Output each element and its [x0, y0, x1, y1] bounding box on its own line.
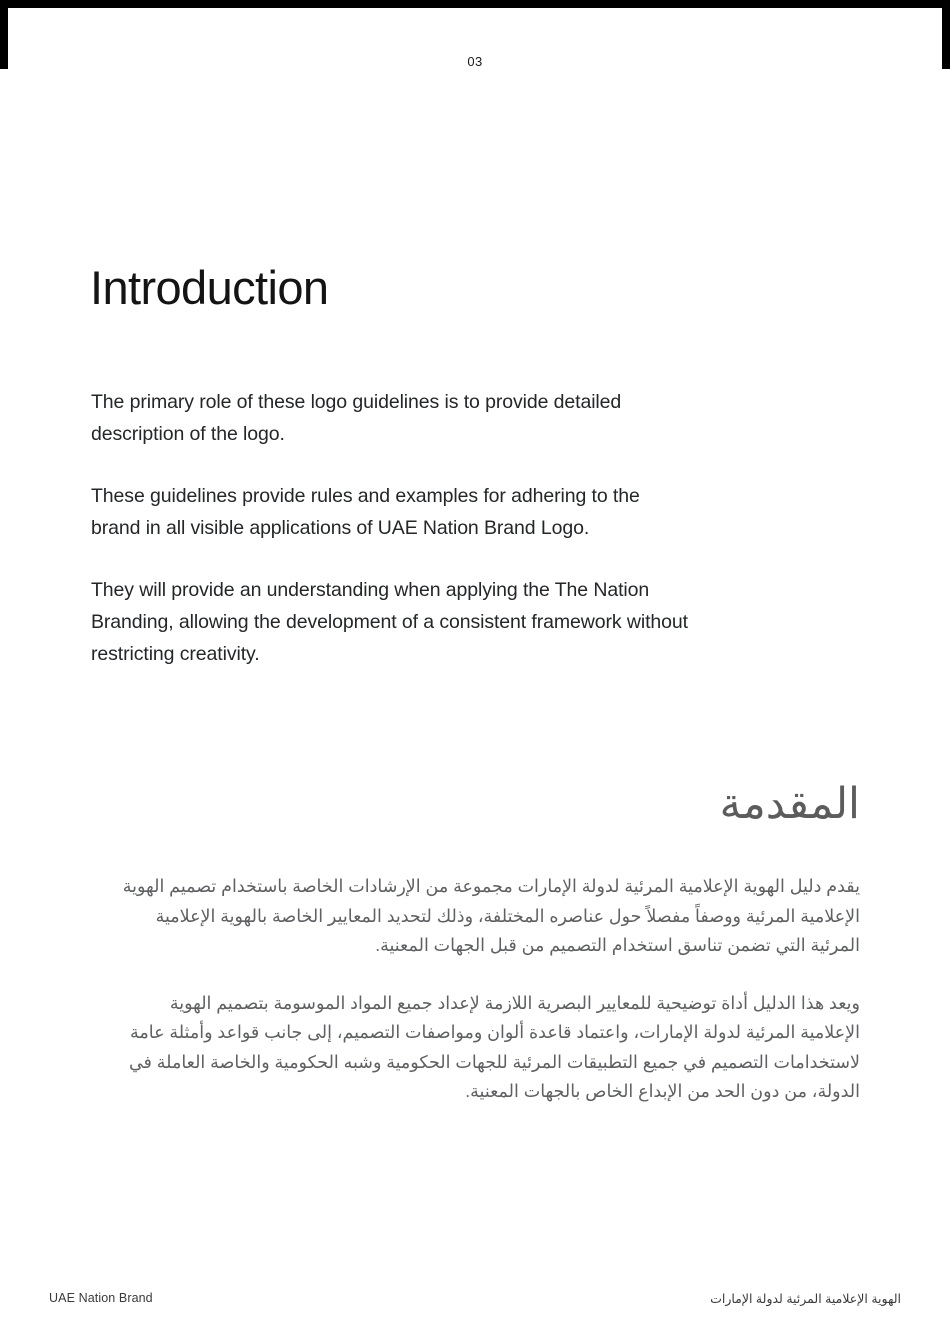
arabic-paragraph-1: يقدم دليل الهوية الإعلامية المرئية لدولة الإمارات مجموعة من الإرشادات الخاصة باستخدام تصميم الهوية الإعلامية المرئية ووصفاً مفصلاً حول عناصره المختلفة، وذلك لتحديد المعايير الخاصة بالهوية الإعلامية المرئية التي تضمن تناسق استخدام التصميم من قبل الجهات المعنية.: [122, 876, 860, 955]
english-paragraph-1: The primary role of these logo guidelines is to provide detailed description of the logo.: [91, 391, 622, 445]
arabic-paragraph-2: ويعد هذا الدليل أداة توضيحية للمعايير البصرية اللازمة لإعداد جميع المواد الموسومة بتصميم الهوية الإعلامية المرئية لدولة الإمارات، واعتماد قاعدة ألوان ومواصفات التصميم، إلى جانب قواعد وأمثلة عامة لاستخدامات التصميم في جميع التطبيقات المرئية للجهات الحكومية وشبه الحكومية والخاصة العاملة في الدولة، من دون الحد من الإبداع الخاص بالجهات المعنية.: [128, 992, 860, 1101]
footer-brand-label: UAE Nation Brand: [49, 1291, 153, 1305]
footer-brand-label-arabic: الهوية الإعلامية المرئية لدولة الإمارات: [710, 1292, 901, 1306]
arabic-page-title: المقدمة: [719, 780, 860, 828]
arabic-body: [120, 872, 860, 1107]
page-title: Introduction: [90, 261, 329, 314]
english-paragraph-3: They will provide an understanding when applying the The Nation Branding, allowing the development of a consistent framework without restricting creativity.: [91, 579, 688, 665]
english-body: [91, 386, 691, 670]
page-number: 03: [467, 54, 483, 69]
english-paragraph-2: These guidelines provide rules and examples for adhering to the brand in all visible applications of UAE Nation Brand Logo.: [91, 485, 640, 539]
